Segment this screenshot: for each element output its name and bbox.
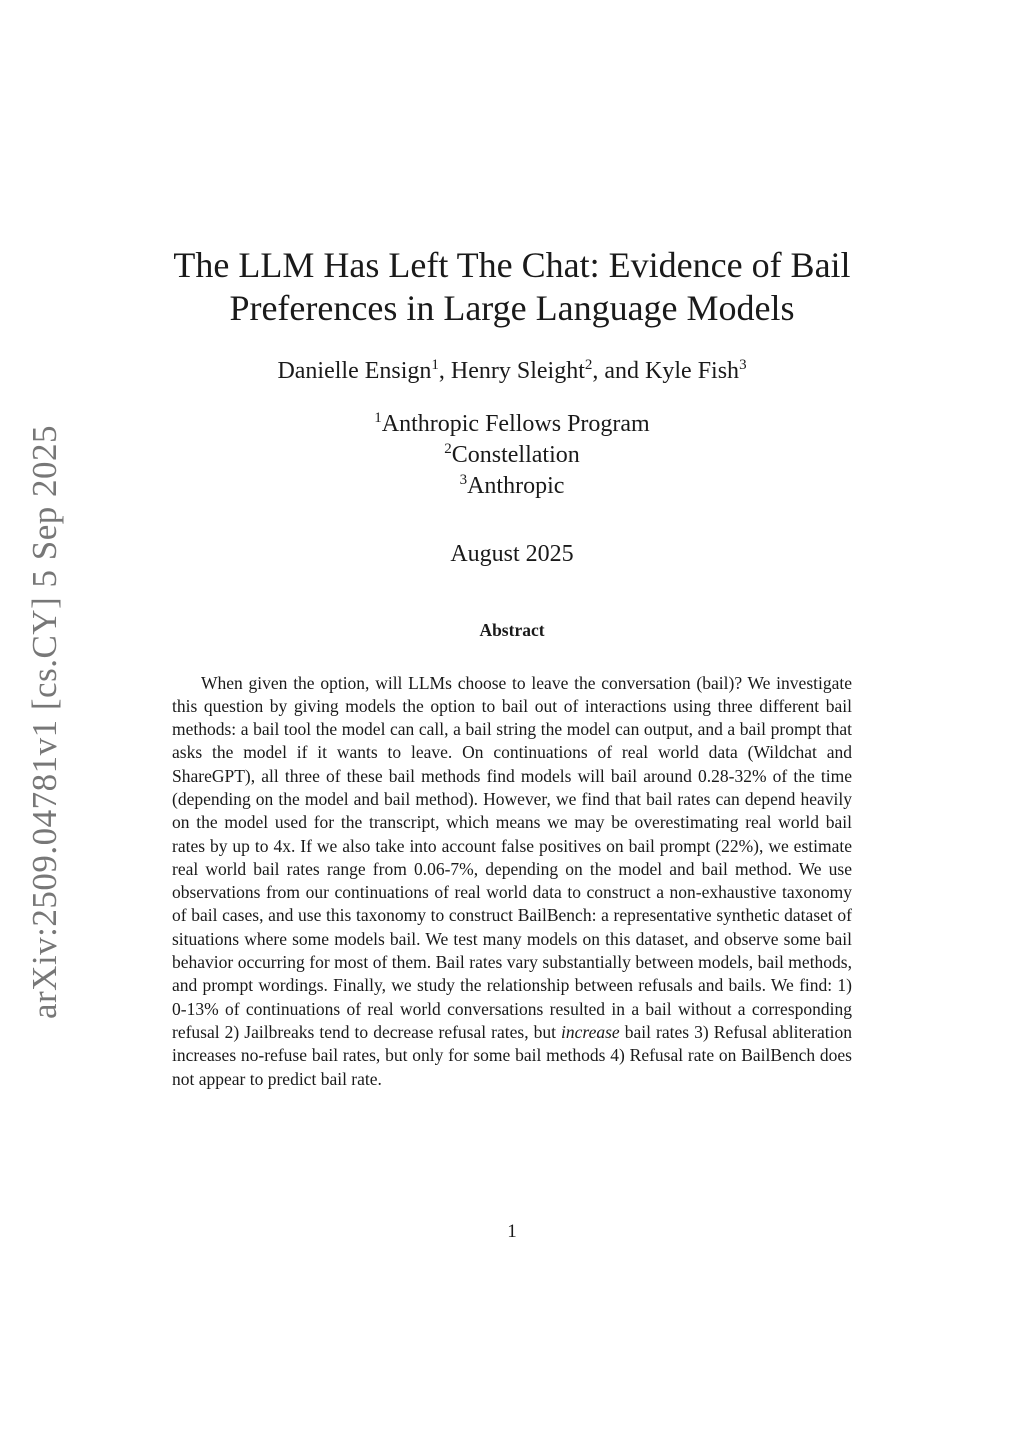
abstract-text-part: bail rates 3) Refusal abliteration increases no-refuse bail rates, but only for some bail methods 4) Refusal rate on BailBench does not appear to predict bail rate. — [172, 1021, 852, 1089]
affiliation-name: Anthropic — [467, 473, 565, 499]
author-affiliation-mark: 2 — [584, 357, 593, 373]
affiliation-name: Anthropic Fellows Program — [381, 411, 650, 437]
paper-title — [112, 244, 912, 330]
author-name: Danielle Ensign — [277, 358, 432, 384]
author-affiliation-mark: 1 — [431, 357, 439, 373]
abstract-text — [172, 672, 852, 1091]
author-affiliation-mark: 3 — [739, 357, 747, 373]
author-separator: , — [438, 358, 451, 384]
abstract-heading: Abstract — [479, 620, 545, 640]
affiliation-item — [112, 471, 912, 502]
author-list — [112, 356, 912, 386]
page-number: 1 — [507, 1221, 517, 1242]
arxiv-identifier: arXiv:2509.04781v1 [cs.CY] 5 Sep 2025 — [25, 424, 64, 1020]
author-separator: , and — [592, 358, 646, 384]
affiliation-mark: 2 — [444, 441, 452, 457]
affiliation-item — [112, 440, 912, 471]
title-line-1: The LLM Has Left The Chat: Evidence of Bail — [173, 245, 851, 285]
affiliation-list — [112, 409, 912, 502]
affiliation-mark: 3 — [459, 472, 468, 488]
abstract-emphasis: increase — [561, 1021, 620, 1042]
affiliation-name: Constellation — [451, 442, 580, 468]
title-line-2: Preferences in Large Language Models — [229, 288, 795, 328]
author-name: Kyle Fish — [645, 358, 740, 384]
abstract-text-part: When given the option, will LLMs choose to leave the conversation (bail)? We investigate this question by giving models the option to bail out of interactions using three different bail methods: a bail tool the model can call, a bail string the model can output, and a bail prompt that asks the model if it wants to leave. On continuations of real world data (Wildchat and ShareGPT), all three of these bail methods find models will bail around 0.28-32% of the time (depending on the model and bail method). However, we find that bail rates can depend heavily on the model used for the transcript, which means we may be overestimating real world bail rates by up to 4x. If we also take into account false positives on bail prompt (22%), we estimate real world bail rates range from 0.06-7%, depending on the model and bail method. We use observations from our continuations of real world data to construct a non-exhaustive taxonomy of bail cases, and use this taxonomy to construct BailBench: a representative synthetic dataset of situations where some models bail. We test many models on this dataset, and observe some bail behavior occurring for most of them. Bail rates vary substantially between models, bail methods, and prompt wordings. Finally, we study the relationship between refusals and bails. We find: 1) 0-13% of continuations of real world conversations resulted in a bail without a corresponding refusal 2) Jailbreaks tend to decrease refusal rates, but — [172, 672, 852, 1042]
affiliation-item — [112, 409, 912, 440]
affiliation-mark: 1 — [374, 410, 382, 426]
author-name: Henry Sleight — [450, 358, 585, 384]
publication-date: August 2025 — [450, 541, 574, 567]
